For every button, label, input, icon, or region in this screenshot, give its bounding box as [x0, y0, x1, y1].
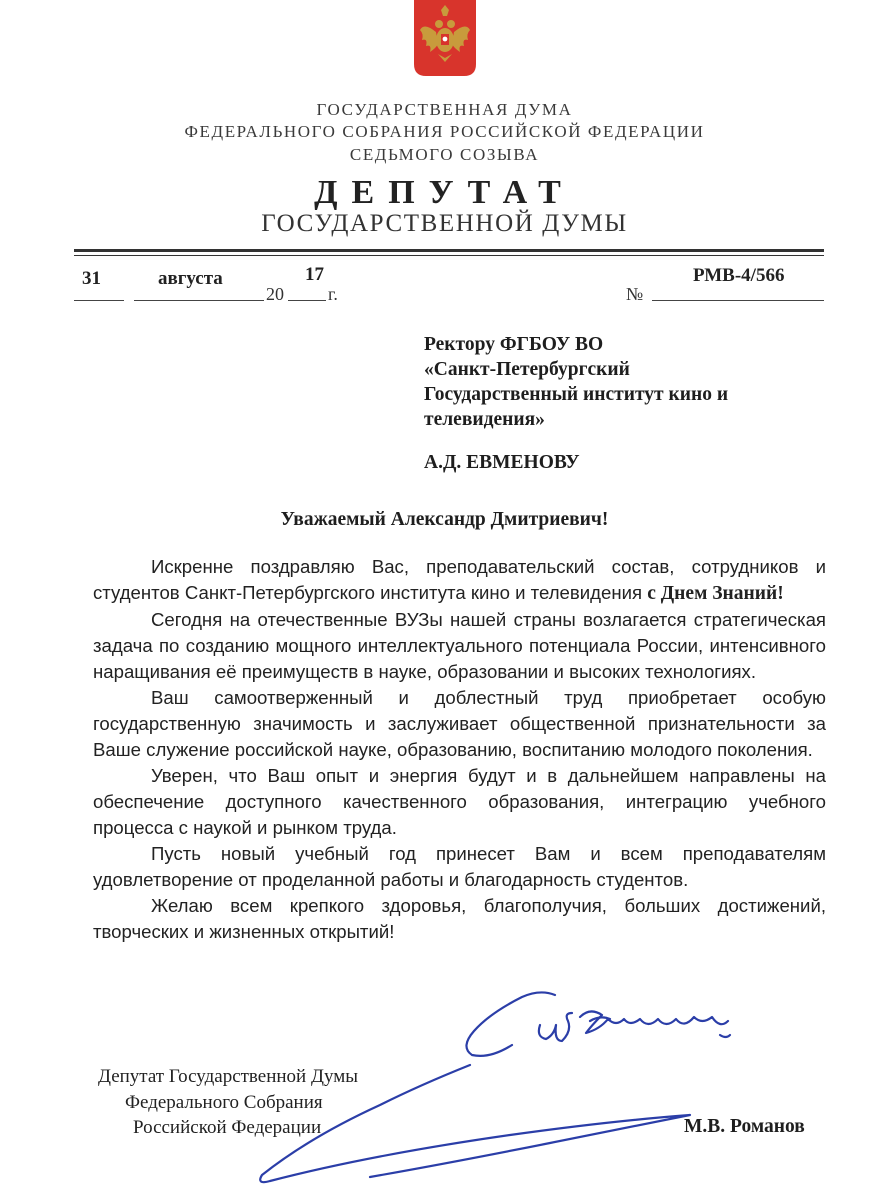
salutation: Уважаемый Александр Дмитриевич! — [280, 509, 609, 530]
addressee-line: Государственный институт кино и — [424, 384, 729, 405]
letterhead-thick-rule — [74, 249, 824, 252]
date-year-underline — [288, 300, 326, 301]
signatory-title-line-3: Российской Федерации — [133, 1117, 322, 1138]
date-month: августа — [158, 268, 223, 289]
letterhead-thin-rule — [74, 255, 824, 256]
body-paragraph-text: Искренне поздравляю Вас, преподавательский состав, сотрудников и студентов Санкт-Петербургского института кино и телевидения — [93, 556, 826, 603]
handwritten-signature — [250, 985, 750, 1195]
signatory-name: М.В. Романов — [684, 1116, 805, 1137]
body-paragraph: Ваш самоотверженный и доблестный труд приобретает особую государственную значимость и заслуживает общественной признательности за Ваше служение российской науке, образованию, воспитанию молодого поколения. — [93, 687, 826, 760]
body-paragraph — [93, 554, 826, 607]
date-day-underline — [74, 300, 124, 301]
letter-body — [93, 554, 826, 945]
addressee-line: «Санкт-Петербургский — [424, 359, 630, 380]
date-year-mark: г. — [328, 284, 338, 304]
body-paragraph: Желаю всем крепкого здоровья, благополучия, больших достижений, творческих и жизненных открытий! — [93, 895, 826, 942]
body-paragraph: Уверен, что Ваш опыт и энергия будут и в дальнейшем направлены на обеспечение доступного качественного образования, интеграцию учебного процесса с наукой и рынком труда. — [93, 765, 826, 838]
date-day: 31 — [82, 268, 101, 289]
letterhead-subtitle: ГОСУДАРСТВЕННОЙ ДУМЫ — [261, 210, 628, 237]
date-month-underline — [134, 300, 264, 301]
letterhead-line-3: СЕДЬМОГО СОЗЫВА — [349, 145, 540, 164]
addressee-name: А.Д. ЕВМЕНОВУ — [424, 452, 580, 473]
signatory-title-line-1: Депутат Государственной Думы — [98, 1066, 358, 1087]
letterhead-line-1: ГОСУДАРСТВЕННАЯ ДУМА — [316, 100, 573, 119]
signatory-title-line-2: Федерального Собрания — [125, 1092, 323, 1113]
letterhead-line-2: ФЕДЕРАЛЬНОГО СОБРАНИЯ РОССИЙСКОЙ ФЕДЕРАЦИИ — [184, 122, 705, 141]
number-sign: № — [626, 284, 644, 304]
outgoing-number: РМВ-4/566 — [693, 265, 785, 286]
body-paragraph: Сегодня на отечественные ВУЗы нашей страны возлагается стратегическая задача по созданию мощного интеллектуального потенциала России, интенсивного наращивания её преимуществ в науке, образовании и высоких технологиях. — [93, 609, 826, 682]
date-year-prefix: 20 — [266, 284, 284, 304]
addressee-block — [424, 332, 728, 432]
number-underline — [652, 300, 824, 301]
letterhead-title: ДЕПУТАТ — [314, 174, 575, 211]
body-paragraph-emphasis: с Днем Знаний! — [647, 583, 784, 604]
body-paragraph: Пусть новый учебный год принесет Вам и всем преподавателям удовлетворение от проделанной работы и благодарность студентов. — [93, 843, 826, 890]
addressee-line: Ректору ФГБОУ ВО — [424, 334, 604, 355]
addressee-line: телевидения» — [424, 409, 545, 430]
date-year-suffix: 17 — [305, 264, 324, 285]
coat-of-arms-emblem — [414, 0, 476, 76]
